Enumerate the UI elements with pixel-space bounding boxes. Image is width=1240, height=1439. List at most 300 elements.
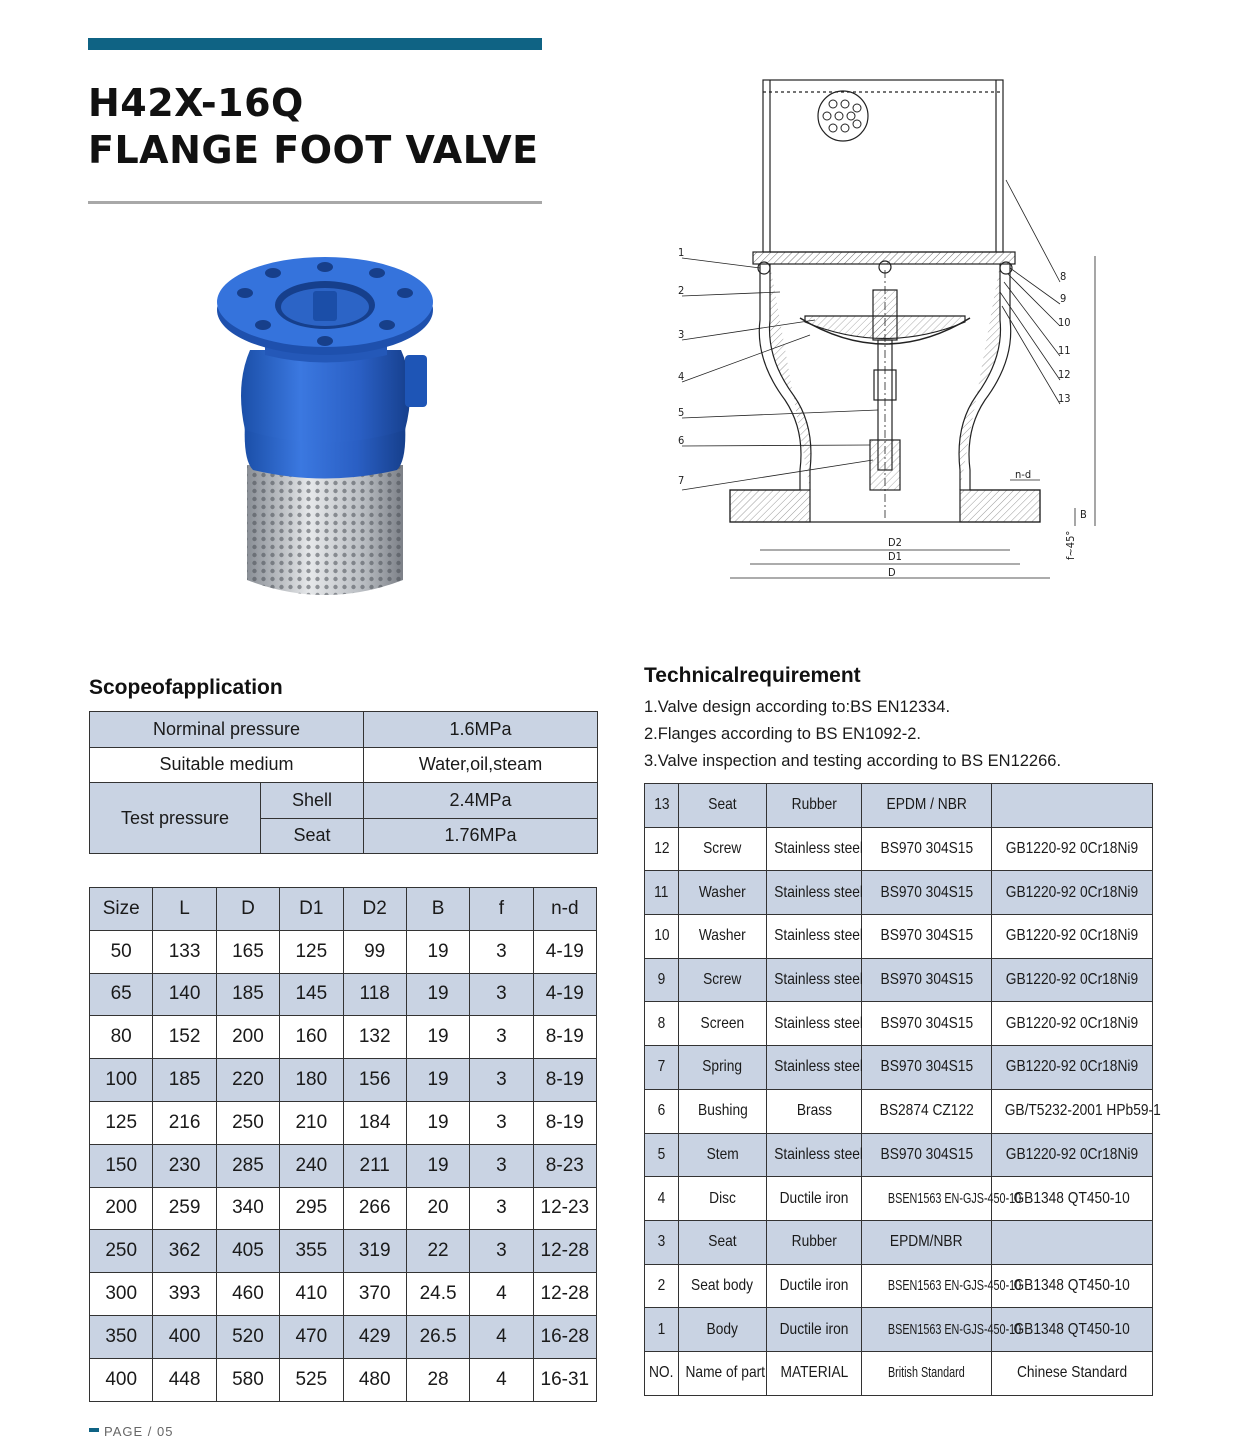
table-cell: 145 bbox=[280, 973, 343, 1016]
table-cell: 400 bbox=[153, 1315, 216, 1358]
callout-10: 10 bbox=[1058, 316, 1071, 329]
cell-text: EPDM / NBR bbox=[886, 796, 967, 814]
table-cell: 99 bbox=[343, 930, 406, 973]
table-cell: 16-31 bbox=[533, 1358, 596, 1401]
table-row bbox=[90, 1016, 597, 1059]
table-cell: 152 bbox=[153, 1016, 216, 1059]
technical-item: 1.Valve design according to:BS EN12334. bbox=[644, 698, 951, 716]
col-header: D2 bbox=[343, 888, 406, 931]
table-cell bbox=[645, 784, 679, 828]
seat-value: 1.76MPa bbox=[364, 818, 598, 854]
table-cell bbox=[767, 1177, 862, 1221]
cell-text: Washer bbox=[699, 883, 746, 901]
table-cell bbox=[645, 827, 679, 871]
table-cell: 133 bbox=[153, 930, 216, 973]
cell-text: Seat bbox=[708, 796, 737, 814]
table-cell bbox=[862, 1220, 992, 1264]
table-cell: 580 bbox=[216, 1358, 279, 1401]
table-cell: 250 bbox=[216, 1101, 279, 1144]
table-cell: 4 bbox=[470, 1273, 533, 1316]
cell-text: 3 bbox=[657, 1233, 666, 1251]
table-cell bbox=[862, 1046, 992, 1090]
cell-text: Bushing bbox=[697, 1102, 748, 1120]
footer-marker bbox=[89, 1428, 99, 1432]
cell-text: Brass bbox=[796, 1102, 832, 1120]
table-cell bbox=[992, 1177, 1153, 1221]
table-cell bbox=[645, 1133, 679, 1177]
table-cell bbox=[645, 1308, 679, 1352]
cell-text: Name of part bbox=[685, 1364, 766, 1382]
table-cell: 216 bbox=[153, 1101, 216, 1144]
table-row bbox=[90, 1230, 597, 1273]
cell-text: 7 bbox=[657, 1058, 666, 1076]
table-cell: 362 bbox=[153, 1230, 216, 1273]
page-title bbox=[88, 80, 548, 174]
table-cell: 370 bbox=[343, 1273, 406, 1316]
cell-text: GB1220-92 0Cr18Ni9 bbox=[1005, 883, 1139, 901]
table-cell: 393 bbox=[153, 1273, 216, 1316]
cell-text: GB1348 QT450-10 bbox=[1013, 1189, 1131, 1207]
table-cell bbox=[767, 827, 862, 871]
table-cell bbox=[679, 1046, 767, 1090]
cell-text: BS970 304S15 bbox=[880, 927, 973, 945]
cell-text: 10 bbox=[653, 927, 670, 945]
cell-text: GB1220-92 0Cr18Ni9 bbox=[1005, 971, 1139, 989]
table-cell bbox=[679, 1264, 767, 1308]
cell-text: BSEN1563 EN-GJS-450-10 bbox=[887, 1276, 1022, 1294]
table-cell bbox=[679, 1177, 767, 1221]
cell-text: Screen bbox=[700, 1014, 745, 1032]
table-cell: 266 bbox=[343, 1187, 406, 1230]
table-cell: 319 bbox=[343, 1230, 406, 1273]
table-cell bbox=[992, 1002, 1153, 1046]
table-cell bbox=[767, 1351, 862, 1395]
table-cell: 470 bbox=[280, 1315, 343, 1358]
cell-text: Ductile iron bbox=[779, 1320, 849, 1338]
table-cell bbox=[645, 1220, 679, 1264]
seat-label: Seat bbox=[261, 818, 364, 854]
table-cell: 118 bbox=[343, 973, 406, 1016]
cell-text: MATERIAL bbox=[780, 1364, 848, 1382]
dim-f: f~45° bbox=[1064, 530, 1077, 560]
cell-text: GB1348 QT450-10 bbox=[1013, 1320, 1131, 1338]
table-cell bbox=[862, 784, 992, 828]
table-cell bbox=[862, 1308, 1022, 1352]
callout-5: 5 bbox=[678, 406, 685, 419]
cell-text: 4 bbox=[657, 1189, 666, 1207]
cell-text: Chinese Standard bbox=[1016, 1364, 1128, 1382]
cell-text: Disc bbox=[709, 1189, 736, 1207]
table-cell bbox=[767, 871, 862, 915]
table-cell bbox=[767, 915, 862, 959]
cell-text: Rubber bbox=[791, 796, 837, 814]
cell-text: Stainless steel bbox=[774, 840, 863, 858]
table-cell: 350 bbox=[90, 1315, 153, 1358]
table-cell bbox=[992, 1220, 1153, 1264]
table-cell bbox=[645, 1177, 679, 1221]
cell-text: EPDM/NBR bbox=[890, 1233, 963, 1251]
cell-text: BS970 304S15 bbox=[880, 840, 973, 858]
table-cell: 19 bbox=[406, 1144, 469, 1187]
nominal-pressure-value: 1.6MPa bbox=[364, 712, 598, 748]
table-cell: 12-23 bbox=[533, 1187, 596, 1230]
col-header: D1 bbox=[280, 888, 343, 931]
header-accent-bar bbox=[88, 38, 542, 50]
table-cell: 20 bbox=[406, 1187, 469, 1230]
table-cell bbox=[679, 1089, 767, 1133]
title-product: FLANGE FOOT VALVE bbox=[88, 128, 539, 172]
cell-text: 13 bbox=[653, 796, 670, 814]
table-cell: 12-28 bbox=[533, 1273, 596, 1316]
table-cell: 259 bbox=[153, 1187, 216, 1230]
table-cell bbox=[767, 1002, 862, 1046]
cell-text: Screw bbox=[703, 840, 742, 858]
callout-1: 1 bbox=[678, 246, 685, 259]
table-cell: 4-19 bbox=[533, 973, 596, 1016]
callout-11: 11 bbox=[1058, 344, 1071, 357]
table-row bbox=[90, 973, 597, 1016]
table-row bbox=[90, 930, 597, 973]
table-cell: 125 bbox=[90, 1101, 153, 1144]
table-cell bbox=[992, 1264, 1153, 1308]
cell-text: NO. bbox=[649, 1364, 674, 1382]
table-cell: 220 bbox=[216, 1059, 279, 1102]
col-header: B bbox=[406, 888, 469, 931]
cell-text: BS970 304S15 bbox=[880, 1145, 973, 1163]
table-cell: 3 bbox=[470, 1016, 533, 1059]
cell-text: Rubber bbox=[791, 1233, 837, 1251]
table-cell bbox=[992, 1046, 1153, 1090]
medium-value: Water,oil,steam bbox=[364, 747, 598, 783]
cell-text: BS2874 CZ122 bbox=[879, 1102, 974, 1120]
table-cell bbox=[992, 784, 1153, 828]
table-cell: 24.5 bbox=[406, 1273, 469, 1316]
cell-text: Stainless steel bbox=[774, 1145, 863, 1163]
parts-table bbox=[644, 783, 1161, 1396]
table-row bbox=[90, 1144, 597, 1187]
cell-text: 12 bbox=[653, 840, 670, 858]
callout-8: 8 bbox=[1060, 270, 1067, 283]
cell-text: Seat bbox=[708, 1233, 737, 1251]
table-cell: 19 bbox=[406, 1101, 469, 1144]
cell-text: Stainless steel bbox=[774, 1058, 863, 1076]
table-cell: 165 bbox=[216, 930, 279, 973]
table-cell: 250 bbox=[90, 1230, 153, 1273]
table-cell bbox=[767, 1089, 862, 1133]
table-cell: 460 bbox=[216, 1273, 279, 1316]
table-cell bbox=[992, 1308, 1153, 1352]
scope-table bbox=[89, 711, 598, 854]
table-cell: 355 bbox=[280, 1230, 343, 1273]
cell-text: Screw bbox=[703, 971, 742, 989]
table-cell bbox=[862, 1133, 992, 1177]
table-cell: 340 bbox=[216, 1187, 279, 1230]
table-cell: 295 bbox=[280, 1187, 343, 1230]
shell-value: 2.4MPa bbox=[364, 783, 598, 819]
table-cell: 125 bbox=[280, 930, 343, 973]
table-row bbox=[645, 915, 1153, 959]
table-cell bbox=[862, 827, 992, 871]
table-cell bbox=[767, 784, 862, 828]
col-header: n-d bbox=[533, 888, 596, 931]
cell-text: Stainless steel bbox=[774, 883, 863, 901]
dim-nd: n-d bbox=[1015, 468, 1032, 481]
table-cell: 429 bbox=[343, 1315, 406, 1358]
table-cell bbox=[862, 1264, 1022, 1308]
table-cell bbox=[992, 915, 1153, 959]
cell-text: GB/T5232-2001 HPb59-1 bbox=[1004, 1102, 1161, 1120]
table-cell: 448 bbox=[153, 1358, 216, 1401]
table-cell bbox=[767, 1046, 862, 1090]
table-row bbox=[90, 1315, 597, 1358]
table-cell bbox=[862, 1002, 992, 1046]
table-cell: 19 bbox=[406, 1059, 469, 1102]
cell-text: GB1220-92 0Cr18Ni9 bbox=[1005, 1145, 1139, 1163]
table-row bbox=[645, 1220, 1153, 1264]
table-cell bbox=[679, 871, 767, 915]
cell-text: Stainless steel bbox=[774, 971, 863, 989]
technical-item: 2.Flanges according to BS EN1092-2. bbox=[644, 725, 921, 743]
table-cell: 185 bbox=[216, 973, 279, 1016]
table-cell bbox=[862, 915, 992, 959]
cell-text: BS970 304S15 bbox=[880, 1058, 973, 1076]
dim-b: B bbox=[1080, 508, 1087, 521]
table-row bbox=[645, 1264, 1153, 1308]
table-cell: 50 bbox=[90, 930, 153, 973]
table-cell bbox=[679, 1002, 767, 1046]
table-row bbox=[645, 1177, 1153, 1221]
callout-12: 12 bbox=[1058, 368, 1071, 381]
table-cell bbox=[645, 1089, 679, 1133]
table-cell: 200 bbox=[90, 1187, 153, 1230]
table-cell: 156 bbox=[343, 1059, 406, 1102]
table-cell: 4 bbox=[470, 1315, 533, 1358]
technical-list bbox=[644, 694, 1061, 775]
cell-text: 8 bbox=[657, 1014, 666, 1032]
table-cell: 3 bbox=[470, 1101, 533, 1144]
title-model: H42X-16Q bbox=[88, 81, 304, 125]
table-cell: 4 bbox=[470, 1358, 533, 1401]
table-row bbox=[90, 1059, 597, 1102]
table-cell: 400 bbox=[90, 1358, 153, 1401]
dim-d1: D1 bbox=[888, 550, 902, 563]
dim-d: D bbox=[888, 566, 896, 579]
table-cell: 12-28 bbox=[533, 1230, 596, 1273]
cell-text: Spring bbox=[702, 1058, 743, 1076]
table-cell: 520 bbox=[216, 1315, 279, 1358]
table-row bbox=[645, 1308, 1153, 1352]
table-cell: 230 bbox=[153, 1144, 216, 1187]
footer-page: PAGE / 05 bbox=[104, 1424, 174, 1439]
table-cell bbox=[767, 958, 862, 1002]
table-cell: 8-19 bbox=[533, 1059, 596, 1102]
cell-text: BS970 304S15 bbox=[880, 883, 973, 901]
table-cell: 3 bbox=[470, 1144, 533, 1187]
table-cell: 3 bbox=[470, 973, 533, 1016]
cell-text: GB1348 QT450-10 bbox=[1013, 1276, 1131, 1294]
dim-d2: D2 bbox=[888, 536, 902, 549]
table-cell bbox=[645, 1351, 679, 1395]
dimensions-table bbox=[89, 887, 597, 1402]
cell-text: GB1220-92 0Cr18Ni9 bbox=[1005, 1014, 1139, 1032]
table-cell: 22 bbox=[406, 1230, 469, 1273]
table-cell: 210 bbox=[280, 1101, 343, 1144]
cell-text: BS970 304S15 bbox=[880, 971, 973, 989]
table-row bbox=[645, 1351, 1153, 1395]
table-row bbox=[645, 958, 1153, 1002]
cell-text: GB1220-92 0Cr18Ni9 bbox=[1005, 927, 1139, 945]
table-cell bbox=[645, 1046, 679, 1090]
table-cell: 240 bbox=[280, 1144, 343, 1187]
table-cell bbox=[767, 1264, 862, 1308]
dimensions-header-row bbox=[90, 888, 597, 931]
table-cell bbox=[645, 1002, 679, 1046]
table-cell: 285 bbox=[216, 1144, 279, 1187]
callout-13: 13 bbox=[1058, 392, 1071, 405]
table-row bbox=[645, 1002, 1153, 1046]
table-cell: 180 bbox=[280, 1059, 343, 1102]
table-row bbox=[90, 1358, 597, 1401]
callout-6: 6 bbox=[678, 434, 685, 447]
cell-text: 2 bbox=[657, 1276, 666, 1294]
table-cell bbox=[645, 1264, 679, 1308]
table-cell: 184 bbox=[343, 1101, 406, 1144]
table-cell: 200 bbox=[216, 1016, 279, 1059]
table-cell: 211 bbox=[343, 1144, 406, 1187]
cell-text: 6 bbox=[657, 1102, 666, 1120]
table-row bbox=[645, 827, 1153, 871]
table-cell: 8-23 bbox=[533, 1144, 596, 1187]
col-header: L bbox=[153, 888, 216, 931]
table-cell bbox=[767, 1220, 862, 1264]
table-cell: 65 bbox=[90, 973, 153, 1016]
table-cell bbox=[992, 958, 1153, 1002]
table-cell: 405 bbox=[216, 1230, 279, 1273]
table-cell: 4-19 bbox=[533, 930, 596, 973]
table-cell bbox=[645, 958, 679, 1002]
table-row bbox=[90, 1273, 597, 1316]
cell-text: 1 bbox=[657, 1320, 666, 1338]
table-cell: 3 bbox=[470, 1059, 533, 1102]
col-header: D bbox=[216, 888, 279, 931]
table-cell: 100 bbox=[90, 1059, 153, 1102]
table-cell bbox=[645, 915, 679, 959]
cell-text: Washer bbox=[699, 927, 746, 945]
test-pressure-label: Test pressure bbox=[90, 783, 261, 854]
cell-text: Body bbox=[706, 1320, 739, 1338]
table-cell: 480 bbox=[343, 1358, 406, 1401]
valve-product-image bbox=[205, 255, 445, 625]
cell-text: Seat body bbox=[691, 1276, 754, 1294]
table-cell bbox=[992, 871, 1153, 915]
table-cell: 16-28 bbox=[533, 1315, 596, 1358]
table-cell bbox=[679, 1308, 767, 1352]
nominal-pressure-label: Norminal pressure bbox=[90, 712, 364, 748]
technical-item: 3.Valve inspection and testing according to BS EN12266. bbox=[644, 752, 1062, 770]
callout-7: 7 bbox=[678, 474, 685, 487]
valve-section-drawing bbox=[670, 70, 1140, 590]
table-cell: 19 bbox=[406, 930, 469, 973]
table-cell: 3 bbox=[470, 1187, 533, 1230]
cell-text: BSEN1563 EN-GJS-450-10 bbox=[887, 1320, 1022, 1338]
cell-text: Stainless steel bbox=[774, 1014, 863, 1032]
table-cell: 150 bbox=[90, 1144, 153, 1187]
table-cell bbox=[992, 1133, 1153, 1177]
callout-4: 4 bbox=[678, 370, 685, 383]
table-row bbox=[645, 784, 1153, 828]
table-row bbox=[645, 1089, 1153, 1133]
table-cell bbox=[679, 1133, 767, 1177]
table-cell bbox=[645, 871, 679, 915]
table-cell bbox=[679, 1351, 767, 1395]
table-cell bbox=[679, 958, 767, 1002]
table-cell: 525 bbox=[280, 1358, 343, 1401]
table-row bbox=[90, 1187, 597, 1230]
callout-9: 9 bbox=[1060, 292, 1067, 305]
table-cell: 3 bbox=[470, 1230, 533, 1273]
cell-text: BS970 304S15 bbox=[880, 1014, 973, 1032]
table-cell: 19 bbox=[406, 973, 469, 1016]
table-cell bbox=[992, 1089, 1161, 1133]
table-row bbox=[90, 1101, 597, 1144]
table-cell: 80 bbox=[90, 1016, 153, 1059]
table-cell bbox=[862, 871, 992, 915]
col-header: f bbox=[470, 888, 533, 931]
table-cell bbox=[862, 1177, 1022, 1221]
table-cell bbox=[862, 1351, 992, 1395]
table-cell: 26.5 bbox=[406, 1315, 469, 1358]
cell-text: GB1220-92 0Cr18Ni9 bbox=[1005, 1058, 1139, 1076]
cell-text: BSEN1563 EN-GJS-450-10 bbox=[887, 1189, 1022, 1207]
table-cell bbox=[679, 1220, 767, 1264]
table-cell: 410 bbox=[280, 1273, 343, 1316]
cell-text: British Standard bbox=[888, 1364, 965, 1382]
table-cell bbox=[992, 1351, 1153, 1395]
table-cell: 3 bbox=[470, 930, 533, 973]
table-cell bbox=[862, 958, 992, 1002]
technical-title: Technicalrequirement bbox=[644, 664, 861, 687]
table-cell bbox=[992, 827, 1153, 871]
cell-text: 9 bbox=[657, 971, 666, 989]
table-cell: 160 bbox=[280, 1016, 343, 1059]
callout-3: 3 bbox=[678, 328, 685, 341]
table-cell bbox=[679, 915, 767, 959]
table-cell: 8-19 bbox=[533, 1016, 596, 1059]
scope-title: Scopeofapplication bbox=[89, 676, 283, 699]
callout-2: 2 bbox=[678, 284, 685, 297]
table-cell: 140 bbox=[153, 973, 216, 1016]
cell-text: Ductile iron bbox=[779, 1189, 849, 1207]
table-cell bbox=[767, 1308, 862, 1352]
table-cell: 185 bbox=[153, 1059, 216, 1102]
table-cell: 19 bbox=[406, 1016, 469, 1059]
cell-text: Stem bbox=[706, 1145, 739, 1163]
table-cell bbox=[679, 784, 767, 828]
cell-text: 11 bbox=[654, 883, 669, 901]
medium-label: Suitable medium bbox=[90, 747, 364, 783]
col-header: Size bbox=[90, 888, 153, 931]
table-cell: 132 bbox=[343, 1016, 406, 1059]
cell-text: Stainless steel bbox=[774, 927, 863, 945]
table-row bbox=[645, 1046, 1153, 1090]
table-cell: 28 bbox=[406, 1358, 469, 1401]
table-cell bbox=[862, 1089, 992, 1133]
table-row bbox=[645, 1133, 1153, 1177]
shell-label: Shell bbox=[261, 783, 364, 819]
table-cell bbox=[679, 827, 767, 871]
title-divider bbox=[88, 201, 542, 204]
table-row bbox=[645, 871, 1153, 915]
